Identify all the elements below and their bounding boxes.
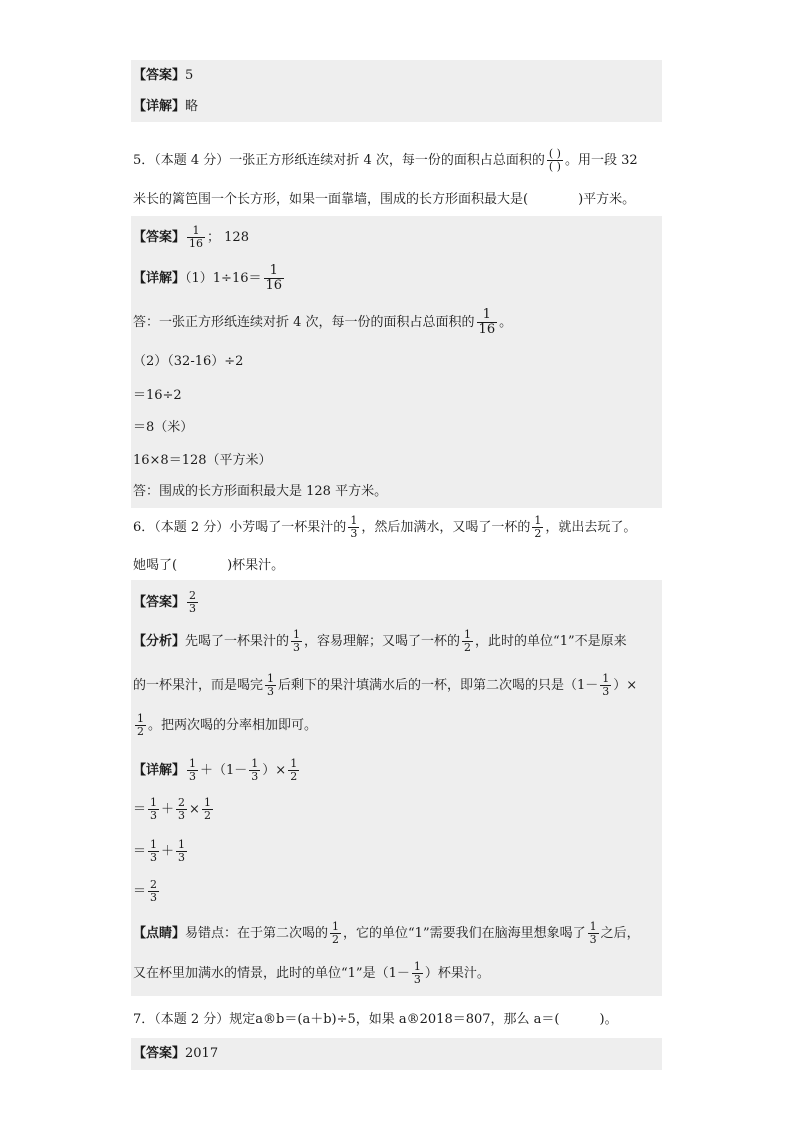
fraction: $\frac{1}{2}$: [290, 757, 298, 783]
q6-detail-line4: [133, 876, 662, 908]
point-tag: 【点睛】: [133, 926, 186, 941]
detail-fraction: $\frac{1}{16}$: [265, 263, 283, 293]
fraction: $\frac{1}{3}$: [251, 757, 259, 783]
q6-detail-line2: [133, 794, 662, 826]
q4-answer-line: [133, 66, 662, 86]
fraction: $\frac{1}{3}$: [178, 838, 186, 864]
detail-tag: 【详解】: [133, 271, 186, 286]
answer-tag: 【答案】: [133, 595, 186, 610]
fraction: $\frac{1}{3}$: [293, 628, 301, 654]
detail-step: ＝: [133, 884, 147, 899]
q5-stem-line2: [133, 190, 662, 210]
analysis-text: ，此时的单位“1”不是原来: [475, 634, 627, 649]
point-text: ）杯果汁。: [424, 966, 490, 981]
q6-stem-text: 她喝了(: [133, 558, 178, 573]
fraction: $\frac{2}{3}$: [150, 878, 158, 904]
detail-tag: 【详解】: [133, 763, 186, 778]
fraction: $\frac{1}{2}$: [137, 712, 144, 738]
q6-analysis-line3: [133, 710, 662, 742]
detail-step: ＋: [161, 802, 175, 817]
blank-fraction: $\frac{( )}{( )}$: [548, 147, 561, 173]
q5-answer-line: [133, 224, 662, 252]
analysis-text: ）×: [613, 678, 638, 693]
detail-fraction: $\frac{1}{16}$: [478, 307, 496, 337]
detail-step: ＋（1－: [200, 763, 248, 778]
q6-detail-line3: [133, 836, 662, 868]
detail-step: 答：围成的长方形面积最大是 128 平方米。: [133, 484, 388, 499]
fraction: $\frac{1}{3}$: [150, 838, 158, 864]
detail-step: ＝8（米）: [133, 420, 194, 435]
q7-stem-text: )。: [599, 1012, 618, 1027]
q7-stem-line: [133, 1010, 662, 1030]
answer-fraction: $\frac{2}{3}$: [189, 589, 197, 615]
q6-answer-line: [133, 588, 662, 618]
q6-stem-text: ，然后加满水，又喝了一杯的: [361, 520, 531, 535]
answer-fraction: $\frac{1}{16}$: [189, 224, 204, 250]
q5-stem-line1: [133, 148, 662, 174]
q5-detail-line4: [133, 386, 662, 406]
q6-point-line1: [133, 918, 662, 950]
fraction: $\frac{1}{3}$: [150, 796, 158, 822]
q5-detail-line2: [133, 308, 662, 338]
fraction: $\frac{1}{2}$: [464, 628, 472, 654]
detail-step: ＋: [161, 844, 175, 859]
analysis-text: 先喝了一杯果汁的: [185, 634, 290, 649]
q5-detail-line7: [133, 482, 662, 502]
q6-stem-line1: [133, 513, 662, 543]
point-text: ，它的单位“1”需要我们在脑海里想象喝了: [343, 926, 586, 941]
answer-value: 5: [185, 68, 194, 83]
detail-text: 略: [185, 99, 199, 114]
q6-detail-line1: [133, 755, 662, 787]
detail-tag: 【详解】: [133, 99, 186, 114]
analysis-text: ，容易理解；又喝了一杯的: [304, 634, 461, 649]
answer-value: 2017: [185, 1046, 219, 1061]
analysis-text: 。把两次喝的分率相加即可。: [148, 718, 318, 733]
fraction: $\frac{1}{3}$: [602, 672, 610, 698]
fraction: $\frac{1}{3}$: [589, 920, 597, 946]
q6-point-line2: [133, 958, 662, 990]
q5-stem-text4: )平方米。: [578, 192, 636, 207]
fraction: $\frac{1}{3}$: [413, 960, 421, 986]
detail-step: ×: [189, 802, 200, 817]
analysis-text: 后剩下的果汁填满水后的一杯，即第二次喝的只是（1－: [278, 678, 599, 693]
detail-step: ＝: [133, 844, 147, 859]
answer-rest: ； 128: [207, 230, 249, 245]
point-text: 之后，: [600, 926, 640, 941]
q4-detail-line: [133, 97, 662, 117]
detail-step: 答：一张正方形纸连续对折 4 次，每一份的面积占总面积的: [133, 315, 475, 330]
q6-stem-line2: [133, 556, 662, 576]
q5-detail-line3: [133, 352, 662, 372]
q6-stem-text: )杯果汁。: [227, 558, 285, 573]
answer-tag: 【答案】: [133, 230, 186, 245]
q5-detail-line5: [133, 418, 662, 438]
q6-stem-text: ，就出去玩了。: [545, 520, 637, 535]
q5-stem-text: 5．（本题 4 分）一张正方形纸连续对折 4 次，每一份的面积占总面积的: [133, 153, 545, 168]
q5-stem-text3: 米长的篱笆围一个长方形，如果一面靠墙，围成的长方形面积最大是(: [133, 192, 529, 207]
detail-step: （2）（32-16）÷2: [133, 354, 244, 369]
detail-step-end: 。: [499, 315, 513, 330]
fraction: $\frac{1}{2}$: [332, 920, 340, 946]
q6-stem-text: 6．（本题 2 分）小芳喝了一杯果汁的: [133, 520, 347, 535]
detail-step: （1）1÷16＝: [185, 271, 262, 286]
analysis-tag: 【分析】: [133, 634, 186, 649]
point-text: 易错点：在于第二次喝的: [185, 926, 329, 941]
fraction: $\frac{1}{3}$: [267, 672, 275, 698]
answer-tag: 【答案】: [133, 1046, 186, 1061]
fraction: $\frac{2}{3}$: [178, 796, 186, 822]
point-text: 又在杯里加满水的情景，此时的单位“1”是（1－: [133, 966, 410, 981]
q7-answer-line: [133, 1044, 662, 1064]
detail-step: ＝: [133, 802, 147, 817]
detail-step: ）×: [262, 763, 287, 778]
fraction: $\frac{1}{2}$: [203, 796, 211, 822]
analysis-text: 的一杯果汁，而是喝完: [133, 678, 264, 693]
q6-analysis-line1: [133, 626, 662, 658]
fraction: $\frac{1}{3}$: [350, 514, 358, 540]
detail-step: 16×8＝128（平方米）: [133, 453, 272, 468]
answer-tag: 【答案】: [133, 68, 186, 83]
q5-stem-text2: 。用一段 32: [564, 153, 638, 168]
q5-detail-line1: [133, 264, 662, 294]
q5-detail-line6: [133, 451, 662, 471]
q7-stem-text: 7．（本题 2 分）规定a®b＝(a＋b)÷5，如果 a®2018＝807，那么 a＝(: [133, 1012, 560, 1027]
q6-analysis-line2: [133, 670, 662, 702]
detail-step: ＝16÷2: [133, 388, 182, 403]
fraction: $\frac{1}{3}$: [189, 757, 197, 783]
fraction: $\frac{1}{2}$: [534, 514, 542, 540]
